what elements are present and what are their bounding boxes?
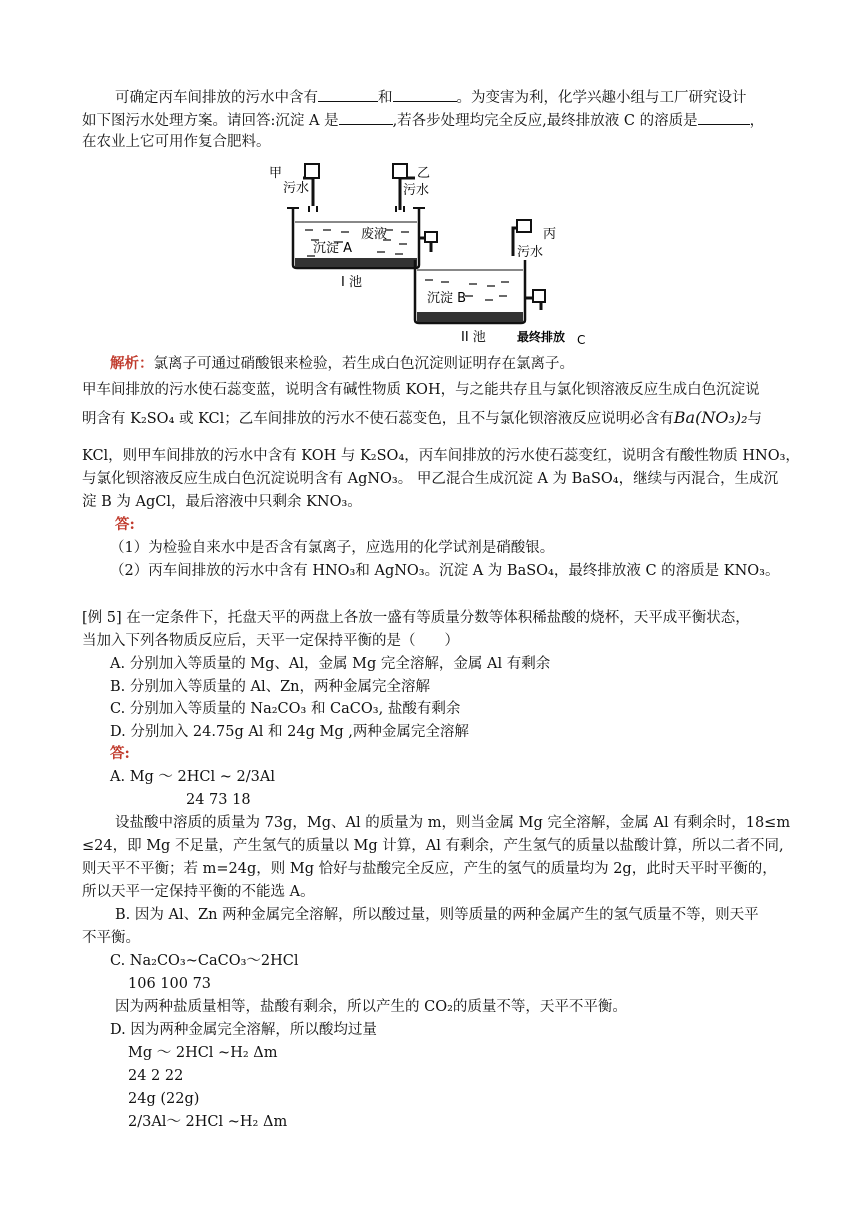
analysis-text-1: 氯离子可通过硝酸银来检验，若生成白色沉淀则证明存在氯离子。 [153,356,574,372]
label-pool-1: I 池 [341,275,362,290]
label-c: C [577,333,586,345]
label-pool-2: II 池 [461,330,486,345]
intro-line-3: 在农业上它可用作复合肥料。 [82,134,271,150]
faucet-yi-icon [393,164,407,178]
solution-b-para-2: 不平衡。 [82,930,140,946]
analysis-line-3 [82,409,762,428]
solution-d-para-1: D. 因为两种金属完全溶解，所以酸均过量 [110,1022,377,1038]
solution-d-equation-2: 2/3Al～ 2HCl ~H₂ Δm [128,1114,288,1130]
example5-option-a: A. 分别加入等质量的 Mg、Al，金属 Mg 完全溶解，金属 Al 有剩余 [110,656,551,672]
example5-option-c: C. 分别加入等质量的 Na₂CO₃ 和 CaCO₃, 盐酸有剩余 [110,701,461,717]
example5-question-line-2: 当加入下列各物质反应后，天平一定保持平衡的是（ ） [82,633,459,649]
faucet-bing-icon [517,220,531,232]
example5-option-d: D. 分别加入 24.75g Al 和 24g Mg ,两种金属完全溶解 [110,724,469,740]
analysis-text-3a: 明含有 K₂SO₄ 或 KCl；乙车间排放的污水不使石蕊变色，且不与氯化钡溶液反应说明必含有 [82,411,674,427]
intro-text-2c: ， [749,113,765,129]
solution-a-para-1: 设盐酸中溶质的质量为 73g，Mg、Al 的质量为 m，则当金属 Mg 完全溶解，金属 Al 有剩余时，18≤m [115,815,791,831]
answer-label-1: 答: [115,516,135,533]
intro-text-2a: 如下图污水处理方案。请回答:沉淀 A 是 [82,113,339,129]
analysis-line-2: 甲车间排放的污水使石蕊变蓝，说明含有碱性物质 KOH，与之能共存且与氯化钡溶液反应生成白色沉淀说 [82,382,760,398]
label-chendian-b: 沉淀 B [427,291,467,306]
label-wushui-2: 污水 [403,183,430,198]
solution-c-numbers: 106 100 73 [128,976,212,992]
label-bing: 丙 [543,227,557,242]
analysis-label: 解析： [110,355,154,372]
analysis-line-6: 淀 B 为 AgCl，最后溶液中只剩余 KNO₃。 [82,494,362,510]
blank-4 [698,110,750,125]
formula-ba-no3: Ba(NO₃)₂ [673,408,748,427]
label-yi: 乙 [417,166,431,181]
solution-a-para-4: 所以天平一定保持平衡的不能选 A。 [82,884,315,900]
answer-1-item-1: （1）为检验自来水中是否含有氯离子，应选用的化学试剂是硝酸银。 [110,540,555,556]
label-jia: 甲 [269,166,283,181]
solution-c-equation: C. Na₂CO₃~CaCO₃～2HCl [110,953,299,969]
intro-text-2b: ,若各步处理均完全反应,最终排放液 C 的溶质是 [392,113,698,129]
intro-text-1a: 可确定丙车间排放的污水中含有 [115,90,318,106]
label-wushui-3: 污水 [517,245,544,260]
label-final: 最终排放 [517,330,566,344]
intro-line-2 [82,110,764,130]
solution-a-equation: A. Mg ～ 2HCl ~ 2/3Al [110,769,275,785]
analysis-line-1 [110,355,574,373]
valve-2-icon [533,290,545,302]
solution-c-para-1: 因为两种盐质量相等，盐酸有剩余，所以产生的 CO₂的质量不等，天平不平衡。 [115,999,627,1015]
example5-question-line-1: [例 5] 在一定条件下，托盘天平的两盘上各放一盛有等质量分数等体积稀盐酸的烧杯，天平成平衡状态， [82,610,750,626]
analysis-text-3b: 与 [747,411,763,427]
intro-line-1 [115,87,747,107]
blank-3 [339,110,393,125]
solution-a-para-2: ≤24，即 Mg 不足量，产生氢气的质量以 Mg 计算，Al 有剩余，产生氢气的质量以盐酸计算，所以二者不同, [82,838,784,854]
solution-b-para-1: B. 因为 Al、Zn 两种金属完全溶解，所以酸过量，则等质量的两种金属产生的氢气质量不等，则天平 [115,907,759,923]
intro-text-1c: 。为变害为利，化学兴趣小组与工厂研究设计 [456,90,747,106]
analysis-line-5: 与氯化钡溶液反应生成白色沉淀说明含有 AgNO₃。 甲乙混合生成沉淀 A 为 BaSO₄，继续与丙混合，生成沉 [82,471,779,487]
solution-d-equation-1: Mg ～ 2HCl ~H₂ Δm [128,1045,278,1061]
valve-1-icon [425,232,437,242]
label-wushui-1: 污水 [283,181,310,196]
sewage-treatment-diagram [265,160,595,345]
faucet-jia-icon [305,164,319,178]
blank-2 [393,87,457,102]
label-feiye: 废液 [361,227,388,242]
solution-a-numbers: 24 73 18 [186,792,251,808]
analysis-line-4: KCl，则甲车间排放的污水中含有 KOH 与 K₂SO₄，丙车间排放的污水使石蕊变红，说明含有酸性物质 HNO₃， [82,448,800,464]
label-chendian-a: 沉淀 A [313,241,353,256]
intro-text-1b: 和 [378,90,393,106]
solution-d-numbers-1: 24 2 22 [128,1068,184,1084]
solution-a-para-3: 则天平不平衡；若 m=24g，则 Mg 恰好与盐酸完全反应，产生的氢气的质量均为 2g，此时天平时平衡的， [82,861,777,877]
example5-option-b: B. 分别加入等质量的 Al、Zn，两种金属完全溶解 [110,679,431,695]
answer-1-item-2: （2）丙车间排放的污水中含有 HNO₃和 AgNO₃。沉淀 A 为 BaSO₄，最终排放液 C 的溶质是 KNO₃。 [110,563,780,579]
blank-1 [318,87,378,102]
answer-label-2: 答: [110,745,130,762]
solution-d-numbers-2: 24g (22g) [128,1091,200,1107]
